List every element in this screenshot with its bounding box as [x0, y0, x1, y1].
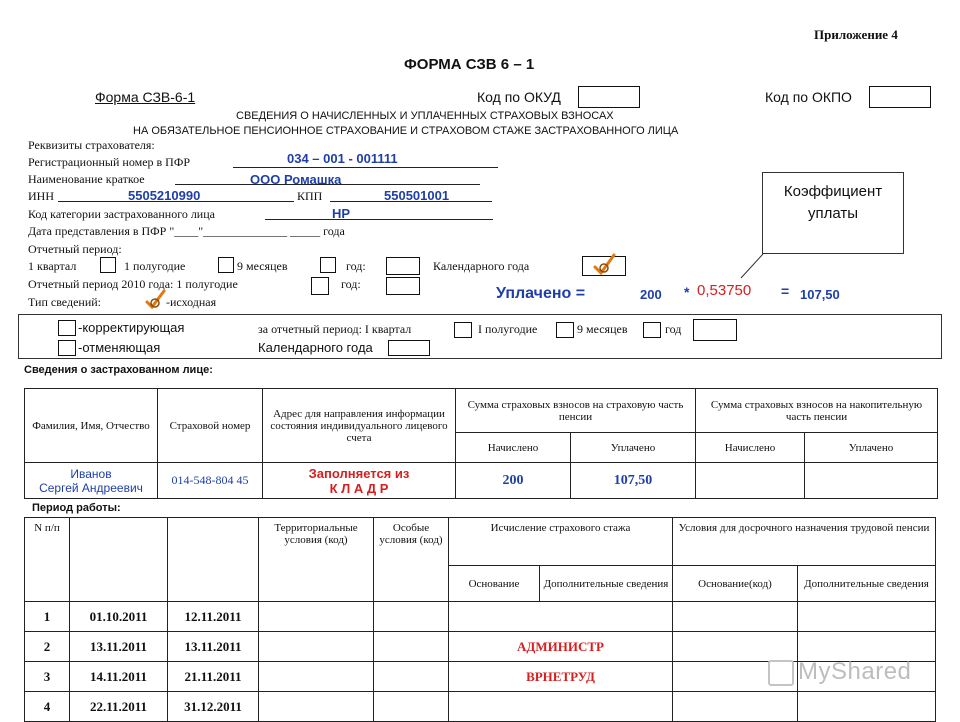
row-territorial[interactable] [259, 692, 374, 722]
row-territorial[interactable] [259, 632, 374, 662]
address-note-1: Заполняется из [308, 465, 410, 481]
col-header-insurance: Сумма страховых взносов на страховую часть пенсии [456, 389, 696, 433]
calendar-year-label: Календарного года [433, 259, 530, 273]
person-given-names: Сергей Андреевич [39, 480, 143, 495]
table-row [25, 692, 936, 722]
okud-field[interactable] [578, 86, 640, 108]
callout-pointer [735, 254, 775, 284]
row-number: 4 [25, 692, 70, 722]
year2-label: год: [341, 277, 361, 291]
col-header-special: Особые условия (код) [374, 518, 449, 602]
table-row [25, 602, 936, 632]
table-row [25, 463, 938, 499]
col-header-n: N п/п [25, 518, 70, 602]
row-early-extra[interactable] [798, 602, 936, 632]
row-early-extra[interactable] [798, 692, 936, 722]
category-label: Код категории застрахованного лица [28, 207, 215, 221]
year2-field[interactable] [386, 277, 420, 295]
year-field[interactable] [386, 257, 420, 275]
submission-date-label: Дата представления в ПФР "____"______________ _____ года [28, 224, 345, 238]
corr-m9-checkbox[interactable] [643, 322, 661, 338]
category-value[interactable]: НР [332, 206, 351, 221]
inn-value[interactable]: 5505210990 [128, 188, 201, 203]
multiply-sign: * [684, 284, 690, 300]
row-special[interactable] [374, 632, 449, 662]
watermark-text: MyShared [798, 658, 912, 685]
short-name-label: Наименование краткое [28, 172, 145, 186]
row-territorial[interactable] [259, 602, 374, 632]
period-2010-label: Отчетный период 2010 года: 1 полугодие [28, 277, 238, 291]
okpo-label: Код по ОКПО [765, 89, 852, 105]
work-table [24, 517, 936, 722]
col-header-from [70, 518, 168, 602]
q1-label: 1 квартал [28, 259, 77, 273]
col-header-accrued-2: Начислено [696, 433, 805, 463]
col-header-basis: Основание [449, 566, 540, 602]
corr-year-field[interactable] [693, 319, 737, 341]
corrective-label: -корректирующая [78, 320, 185, 335]
presentation-icon [768, 660, 794, 686]
row-number: 3 [25, 662, 70, 692]
row-basis[interactable] [449, 692, 673, 722]
inn-label: ИНН [28, 189, 54, 203]
type-label: Тип сведений: [28, 295, 101, 309]
paid-amount: 200 [640, 287, 662, 302]
paid-value[interactable]: 107,50 [571, 463, 696, 499]
check-mark-icon [592, 252, 618, 276]
row-date-from[interactable]: 14.11.2011 [70, 662, 168, 692]
corr-period-label: за отчетный период: I квартал [258, 322, 412, 336]
row-special[interactable] [374, 662, 449, 692]
col-header-name: Фамилия, Имя, Отчество [25, 389, 158, 463]
paid-result: 107,50 [800, 287, 840, 302]
corr-calendar-field[interactable] [388, 340, 430, 356]
h1-checkbox[interactable] [218, 257, 234, 273]
form-title: ФОРМА СЗВ 6 – 1 [404, 56, 535, 73]
funded-paid-value[interactable] [805, 463, 938, 499]
row-date-from[interactable]: 22.11.2011 [70, 692, 168, 722]
row-date-from[interactable]: 13.11.2011 [70, 632, 168, 662]
corr-q1-checkbox[interactable] [454, 322, 472, 338]
reg-number-label: Регистрационный номер в ПФР [28, 155, 190, 169]
accrued-value[interactable]: 200 [456, 463, 571, 499]
col-header-early: Условия для досрочного назначения трудовой пенсии [673, 518, 936, 566]
col-header-territorial: Территориальные условия (код) [259, 518, 374, 602]
col-header-accrued: Начислено [456, 433, 571, 463]
row-early-basis[interactable] [673, 632, 798, 662]
row-date-to[interactable]: 31.12.2011 [168, 692, 259, 722]
coefficient-callout: Коэффициент уплаты [762, 172, 904, 254]
col-header-extra-2: Дополнительные сведения [798, 566, 936, 602]
col-header-funded: Сумма страховых взносов на накопительную часть пенсии [696, 389, 938, 433]
row-basis[interactable] [449, 602, 673, 632]
subtitle-1: СВЕДЕНИЯ О НАЧИСЛЕННЫХ И УПЛАЧЕННЫХ СТРАХОВЫХ ВЗНОСАХ [236, 110, 614, 122]
okpo-field[interactable] [869, 86, 931, 108]
col-header-snils: Страховой номер [158, 389, 263, 463]
reg-number-value[interactable]: 034 – 001 - 001111 [287, 151, 398, 166]
col-header-paid-2: Уплачено [805, 433, 938, 463]
h1-label: 1 полугодие [124, 259, 186, 273]
person-section-title: Сведения о застрахованном лице: [24, 364, 213, 376]
q1-checkbox[interactable] [100, 257, 116, 273]
row-special[interactable] [374, 602, 449, 632]
form-code: Форма СЗВ-6-1 [95, 89, 196, 105]
person-snils[interactable]: 014-548-804 45 [158, 463, 263, 499]
work-section-title: Период работы: [32, 502, 121, 514]
row-date-to[interactable]: 12.11.2011 [168, 602, 259, 632]
reg-number-line [233, 167, 498, 168]
check-mark-icon [144, 288, 168, 310]
col-header-basis-code: Основание(код) [673, 566, 798, 602]
period-2010-checkbox[interactable] [311, 277, 329, 295]
row-basis[interactable]: АДМИНИСТР [449, 632, 673, 662]
person-table [24, 388, 938, 499]
person-address-cell[interactable] [263, 463, 456, 499]
row-early-extra[interactable] [798, 632, 936, 662]
row-number: 2 [25, 632, 70, 662]
row-early-basis[interactable] [673, 602, 798, 632]
paid-label: Уплачено = [496, 285, 586, 302]
row-early-basis[interactable] [673, 692, 798, 722]
funded-accrued-value[interactable] [696, 463, 805, 499]
corr-h1-checkbox[interactable] [556, 322, 574, 338]
period-label: Отчетный период: [28, 242, 122, 256]
cancel-checkbox[interactable] [58, 340, 76, 356]
short-name-value[interactable]: ООО Ромашка [250, 172, 342, 187]
col-header-calc: Исчисление страхового стажа [449, 518, 673, 566]
corrective-checkbox[interactable] [58, 320, 76, 336]
row-basis[interactable]: ВРНЕТРУД [449, 662, 673, 692]
row-date-from[interactable]: 01.10.2011 [70, 602, 168, 632]
corr-h1-label: I полугодие [478, 322, 538, 336]
corr-year-label: год [665, 322, 682, 336]
okud-label: Код по ОКУД [477, 89, 561, 105]
col-header-paid: Уплачено [571, 433, 696, 463]
equals-sign: = [781, 283, 790, 299]
m9-checkbox[interactable] [320, 257, 336, 273]
cancel-label: -отменяющая [78, 340, 161, 355]
row-number: 1 [25, 602, 70, 632]
category-line [265, 219, 493, 220]
type-value: -исходная [166, 295, 217, 309]
year-label: год: [346, 259, 366, 273]
col-header-extra: Дополнительные сведения [540, 566, 673, 602]
corr-calendar-label: Календарного года [258, 340, 373, 355]
person-surname: Иванов [70, 466, 112, 481]
row-territorial[interactable] [259, 662, 374, 692]
table-row [25, 632, 936, 662]
appendix-label: Приложение 4 [814, 27, 898, 42]
kpp-value[interactable]: 550501001 [384, 188, 450, 203]
corr-m9-label: 9 месяцев [577, 322, 628, 336]
coefficient-value: 0,53750 [697, 282, 752, 299]
row-date-to[interactable]: 13.11.2011 [168, 632, 259, 662]
watermark-logo [768, 658, 911, 686]
row-date-to[interactable]: 21.11.2011 [168, 662, 259, 692]
address-note-2: К Л А Д Р [329, 480, 389, 496]
kpp-label: КПП [297, 189, 323, 203]
m9-label: 9 месяцев [237, 259, 288, 273]
requisites-title: Реквизиты страхователя: [28, 138, 155, 152]
col-header-to [168, 518, 259, 602]
row-special[interactable] [374, 692, 449, 722]
person-name-cell[interactable] [25, 463, 158, 499]
col-header-address: Адрес для направления информации состояния индивидуального лицевого счета [263, 389, 456, 463]
subtitle-2: НА ОБЯЗАТЕЛЬНОЕ ПЕНСИОННОЕ СТРАХОВАНИЕ И СТРАХОВОМ СТАЖЕ ЗАСТРАХОВАННОГО ЛИЦА [133, 125, 679, 137]
